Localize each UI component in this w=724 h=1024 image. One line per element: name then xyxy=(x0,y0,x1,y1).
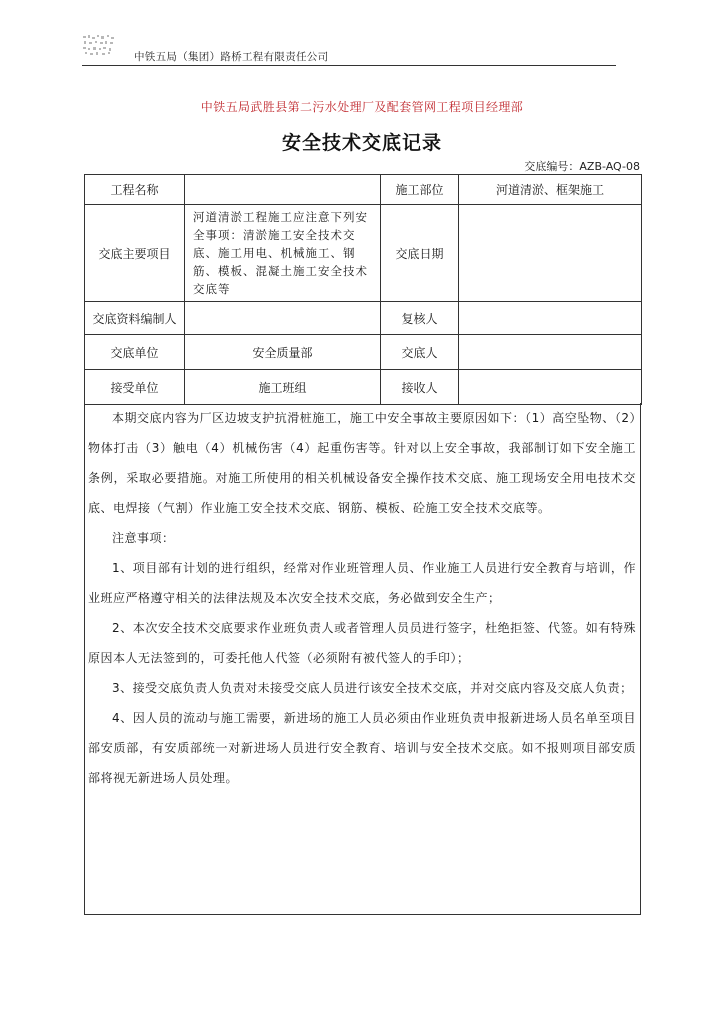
receiving-unit-value: 施工班组 xyxy=(185,370,381,405)
issuer-value xyxy=(459,335,642,370)
document-title: 安全技术交底记录 xyxy=(281,132,442,154)
construction-site-label: 施工部位 xyxy=(381,175,459,205)
table-row xyxy=(85,335,642,370)
project-department: 中铁五局武胜县第二污水处理厂及配套管网工程项目经理部 xyxy=(200,100,524,114)
project-name-label: 工程名称 xyxy=(85,175,185,205)
compiler-value xyxy=(185,302,381,335)
intro-paragraph: 本期交底内容为厂区边坡支护抗滑桩施工，施工中安全事故主要原因如下：（1）高空坠物、（2）物体打击（3）触电（4）机械伤害（4）起重伤害等。针对以上安全事故，我部制订如下安全施工条例，采取必要措施。对施工所使用的相关机械设备安全操作技术交底、施工现场安全用电技术交底、电焊接（气割）作业施工安全技术交底、钢筋、模板、砼施工安全技术交底等。 xyxy=(88,411,636,515)
note-item-4: 4、因人员的流动与施工需要，新进场的施工人员必须由作业班负责申报新进场人员名单至项目部安质部，有安质部统一对新进场人员进行安全教育、培训与安全技术交底。如不报则项目部安质部将视无新进场人员处理。 xyxy=(88,711,636,785)
note-item-3: 3、接受交底负责人负责对未接受交底人员进行该安全技术交底，并对交底内容及交底人负责； xyxy=(112,681,633,695)
date-label: 交底日期 xyxy=(381,205,459,302)
issuer-label: 交底人 xyxy=(381,335,459,370)
table-row xyxy=(85,302,642,335)
main-items-label: 交底主要项目 xyxy=(85,205,185,302)
table-row xyxy=(85,370,642,405)
table-row xyxy=(85,175,642,205)
issuing-unit-value: 安全质量部 xyxy=(185,335,381,370)
note-item-2: 2、本次安全技术交底要求作业班负责人或者管理人员员进行签字，杜绝拒签、代签。如有特殊原因本人无法签到的，可委托他人代签（必须附有被代签人的手印）； xyxy=(88,621,636,665)
date-value xyxy=(459,205,642,302)
main-items-value: 河道清淤工程施工应注意下列安全事项：清淤施工安全技术交底、施工用电、机械施工、钢筋、模板、混凝土施工安全技术交底等 xyxy=(185,205,381,302)
disclosure-content xyxy=(88,403,636,793)
notes-heading: 注意事项： xyxy=(112,531,175,545)
reviewer-label: 复核人 xyxy=(381,302,459,335)
company-logo-icon xyxy=(82,34,116,56)
project-name-value xyxy=(185,175,381,205)
header-divider xyxy=(82,65,616,66)
header-company-name: 中铁五局（集团）路桥工程有限责任公司 xyxy=(134,51,329,63)
info-table xyxy=(84,174,642,405)
reviewer-value xyxy=(459,302,642,335)
receiver-label: 接收人 xyxy=(381,370,459,405)
receiver-value xyxy=(459,370,642,405)
compiler-label: 交底资料编制人 xyxy=(85,302,185,335)
issuing-unit-label: 交底单位 xyxy=(85,335,185,370)
construction-site-value: 河道清淤、框架施工 xyxy=(459,175,642,205)
receiving-unit-label: 接受单位 xyxy=(85,370,185,405)
note-item-1: 1、项目部有计划的进行组织，经常对作业班管理人员、作业施工人员进行安全教育与培训，作业班应严格遵守相关的法律法规及本次安全技术交底，务必做到安全生产； xyxy=(88,561,636,605)
document-code: 交底编号：AZB-AQ-08 xyxy=(524,160,640,173)
table-row xyxy=(85,205,642,302)
